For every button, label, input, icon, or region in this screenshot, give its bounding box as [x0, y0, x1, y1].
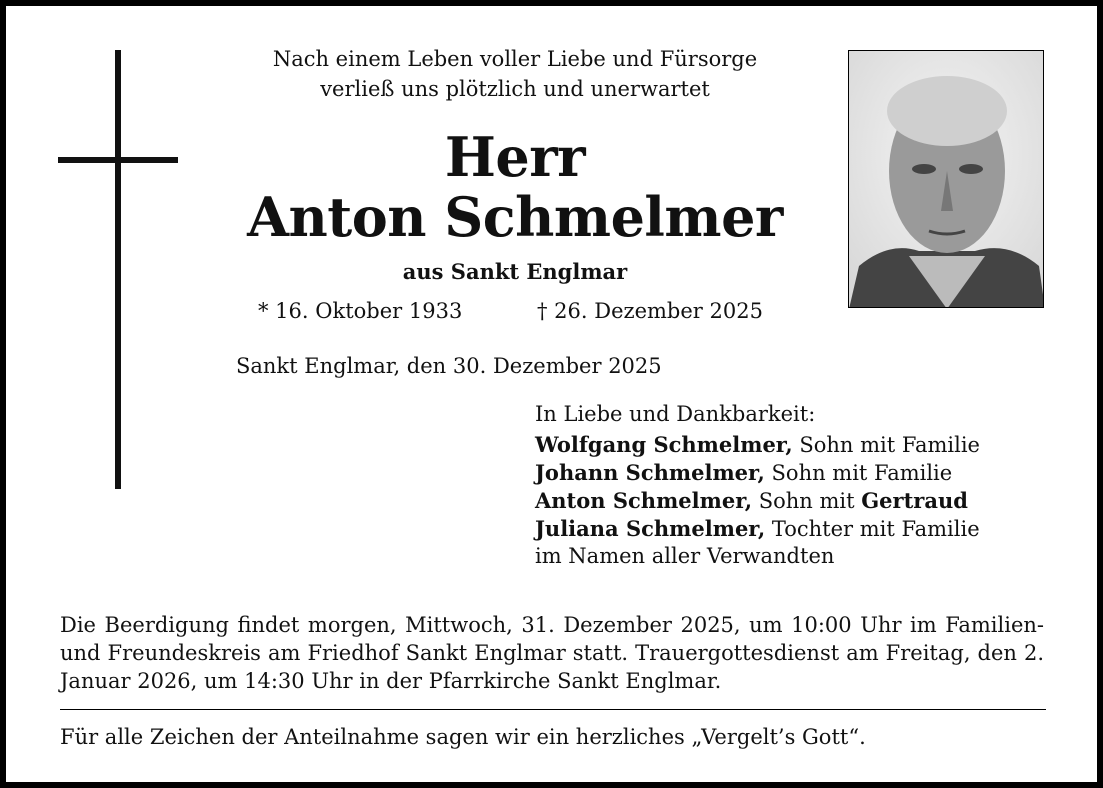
family-heading: In Liebe und Dankbarkeit: [535, 402, 816, 426]
family-member: Anton Schmelmer, Sohn mit Gertraud [535, 488, 968, 513]
death-date: † 26. Dezember 2025 [537, 299, 763, 323]
portrait-photo [848, 50, 1044, 308]
intro-line: verließ uns plötzlich und unerwartet [320, 77, 710, 101]
deceased-name: Anton Schmelmer [247, 185, 783, 249]
divider [60, 709, 1046, 710]
family-closing: im Namen aller Verwandten [535, 544, 835, 568]
cross-icon [115, 50, 121, 489]
place-date: Sankt Englmar, den 30. Dezember 2025 [236, 354, 662, 378]
family-member: Juliana Schmelmer, Tochter mit Familie [535, 516, 980, 541]
intro-text [200, 44, 830, 104]
family-list [535, 401, 980, 570]
funeral-info: Die Beerdigung findet morgen, Mittwoch, 31. Dezember 2025, um 10:00 Uhr im Familien- und Freundeskreis am Friedhof Sankt Englmar statt. Trauergottesdienst am Freitag, den 2. Januar 2026, um 14:30 Uhr in der Pfarrkirche Sankt Englmar. [60, 613, 1044, 693]
title: Herr [444, 125, 586, 189]
family-member: Wolfgang Schmelmer, Sohn mit Familie [535, 432, 980, 457]
family-member: Johann Schmelmer, Sohn mit Familie [535, 460, 953, 485]
origin: aus Sankt Englmar [402, 259, 628, 284]
thanks-text: Für alle Zeichen der Anteilnahme sagen wir ein herzliches „Vergelt’s Gott“. [60, 725, 866, 749]
cross-icon-bar [58, 157, 178, 163]
birth-date: * 16. Oktober 1933 [258, 299, 463, 323]
intro-line: Nach einem Leben voller Liebe und Fürsorge [272, 47, 758, 71]
